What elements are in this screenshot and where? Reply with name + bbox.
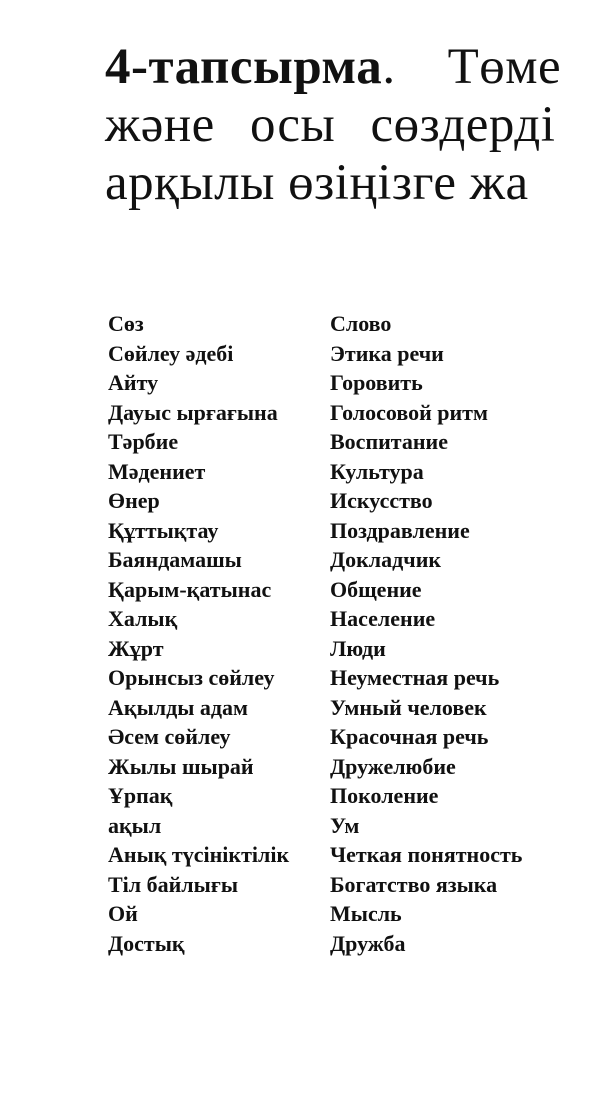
vocabulary-header-row <box>108 309 588 339</box>
vocabulary-rows <box>108 339 588 959</box>
russian-translation: Богатство языка <box>330 871 498 897</box>
russian-translation: Докладчик <box>330 547 442 572</box>
kazakh-word: Жұрт <box>108 635 164 661</box>
task-line-3: арқылы өзіңізге жа <box>105 155 529 211</box>
kazakh-word: Мәдениет <box>108 458 206 484</box>
russian-translation: Четкая понятность <box>330 842 523 867</box>
task-label-punct: . <box>382 39 396 95</box>
kazakh-word: Тіл байлығы <box>108 871 238 897</box>
russian-translation: Общение <box>330 576 422 602</box>
vocabulary-row <box>108 575 588 605</box>
kazakh-word: Ой <box>108 901 138 926</box>
russian-translation: Поколение <box>330 783 439 808</box>
vocabulary-row <box>108 870 588 900</box>
task-line-2: және осы сөздерді <box>105 97 556 153</box>
russian-translation: Воспитание <box>330 429 448 454</box>
task-instruction <box>105 38 592 212</box>
kazakh-word: Орынсыз сөйлеу <box>108 665 275 690</box>
kazakh-word: Достық <box>108 930 185 956</box>
kazakh-word: Анық түсініктілік <box>108 842 290 867</box>
russian-translation: Горовить <box>330 370 423 395</box>
vocabulary-row <box>108 663 588 693</box>
russian-translation: Голосовой ритм <box>330 399 488 425</box>
kazakh-word: Жылы шырай <box>108 753 254 779</box>
vocabulary-row <box>108 693 588 723</box>
vocabulary-row <box>108 752 588 782</box>
russian-translation: Красочная речь <box>330 724 489 749</box>
russian-translation: Мысль <box>330 901 402 926</box>
vocabulary-row <box>108 840 588 870</box>
vocabulary-row <box>108 457 588 487</box>
vocabulary-row <box>108 604 588 634</box>
vocabulary-row <box>108 634 588 664</box>
kazakh-word: Сөйлеу әдебі <box>108 340 234 366</box>
task-line-1 <box>105 38 592 96</box>
kazakh-word: Дауыс ырғағына <box>108 399 278 425</box>
russian-translation: Неуместная речь <box>330 665 500 690</box>
vocabulary-row <box>108 427 588 457</box>
russian-translation: Люди <box>330 635 386 661</box>
vocabulary-row <box>108 486 588 516</box>
task-line-1-text: Төме <box>447 39 562 95</box>
vocabulary-row <box>108 899 588 929</box>
vocabulary-row <box>108 398 588 428</box>
kazakh-word: Ақылды адам <box>108 694 249 720</box>
vocabulary-list <box>108 309 588 958</box>
russian-translation: Этика речи <box>330 340 444 366</box>
russian-translation: Умный человек <box>330 694 487 720</box>
russian-translation: Поздравление <box>330 517 470 543</box>
russian-translation: Культура <box>330 458 424 484</box>
kazakh-word: ақыл <box>108 812 162 838</box>
header-russian: Слово <box>330 311 392 336</box>
russian-translation: Ум <box>330 812 360 838</box>
vocabulary-row <box>108 722 588 752</box>
vocabulary-row <box>108 339 588 369</box>
kazakh-word: Айту <box>108 370 159 395</box>
kazakh-word: Құттықтау <box>108 517 219 543</box>
header-kazakh: Сөз <box>108 311 144 336</box>
vocabulary-row <box>108 781 588 811</box>
kazakh-word: Тәрбие <box>108 429 179 454</box>
russian-translation: Дружелюбие <box>330 753 456 779</box>
vocabulary-row <box>108 368 588 398</box>
vocabulary-row <box>108 545 588 575</box>
vocabulary-row <box>108 516 588 546</box>
russian-translation: Дружба <box>330 930 406 956</box>
kazakh-word: Қарым-қатынас <box>108 576 272 602</box>
kazakh-word: Баяндамашы <box>108 547 242 572</box>
russian-translation: Население <box>330 606 436 631</box>
russian-translation: Искусство <box>330 488 433 513</box>
vocabulary-row <box>108 811 588 841</box>
kazakh-word: Әсем сөйлеу <box>108 724 231 749</box>
kazakh-word: Өнер <box>108 488 160 513</box>
kazakh-word: Халық <box>108 606 178 631</box>
vocabulary-row <box>108 929 588 959</box>
task-label: 4-тапсырма <box>105 39 383 95</box>
kazakh-word: Ұрпақ <box>108 783 173 808</box>
